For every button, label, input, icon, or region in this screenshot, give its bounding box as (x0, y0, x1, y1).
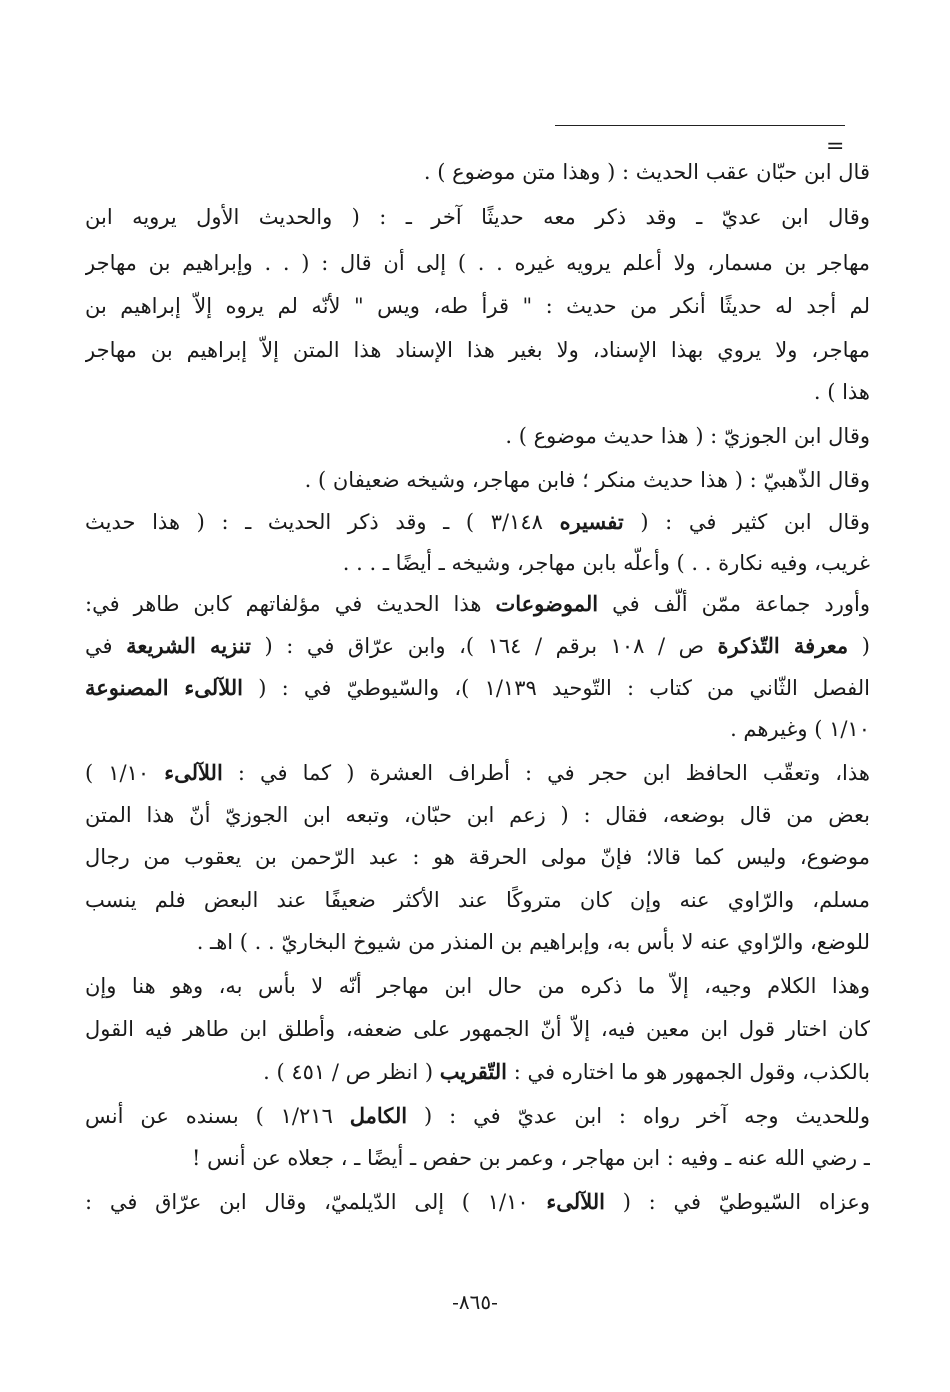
text-run: هذا، وتعقّب الحافظ ابن حجر في : أطراف العشرة ( كما في : (237, 761, 870, 785)
text-run: ( (861, 634, 870, 658)
bold-title: اللآلىء (546, 1189, 605, 1214)
text-run: الفصل الثّاني من كتاب : التّوحيد ١/١٣٩ )، والسّيوطيّ في : ( (258, 676, 870, 700)
text-run: وعزاه السّيوطيّ في : ( (622, 1190, 870, 1214)
text-line: وقال ابن الجوزيّ : ( هذا حديث موضوع ) . (505, 424, 870, 448)
text-line: بعض من قال بوضعه، فقال : ( زعم ابن حبّان، وتبعه ابن الجوزيّ أنّ هذا المتن (85, 803, 870, 827)
text-line: لم أجد له حديثًا أنكر من حديث : " قرأ طه، ويس " لأنّه لم يروه إلاّ إبراهيم بن (85, 294, 870, 318)
text-line: هذا ) . (813, 380, 870, 404)
text-run: ٣/١٤٨ ) ـ وقد ذكر الحديث ـ : ( هذا حديث (85, 510, 543, 534)
top-rule (555, 125, 845, 126)
text-line: مهاجر، ولا يروي بهذا الإسناد، ولا بغير هذا الإسناد هذا المتن إلاّ إبراهيم بن مهاجر (85, 338, 870, 362)
text-run: ص / ١٠٨ برقم / ١٦٤ )، وابن عرّاق في : ( (264, 634, 704, 658)
text-line: كان اختار قول ابن معين فيه، إلاّ أنّ الجمهور على ضعفه، وأطلق ابن طاهر فيه القول (85, 1017, 870, 1041)
text-line (85, 1096, 870, 1136)
text-line (85, 1052, 870, 1092)
text-line: مسلم، والرّاوي عنه وإن كان متروكًا عند الأكثر ضعيفًا عند البعض فلم ينسب (85, 888, 870, 912)
text-line: وقال الذّهبيّ : ( هذا حديث منكر ؛ فابن مهاجر، وشيخه ضعيفان ) . (304, 468, 870, 492)
text-run: وقال ابن كثير في : ( (640, 510, 870, 534)
text-run: هذا الحديث في مؤلفاتهم كابن طاهر في: (85, 592, 482, 616)
bold-title: اللآلىء (164, 760, 223, 785)
text-line: غريب، وفيه نكارة . . ) وأعلّه بابن مهاجر، وشيخه ـ أيضًا ـ . . . (342, 551, 870, 575)
text-line (85, 1182, 870, 1222)
text-line (85, 584, 870, 624)
text-line: موضوع، وليس كما قالا؛ فإنّ مولى الحرقة هو : عبد الرّحمن بن يعقوب من رجال (85, 845, 870, 869)
text-run: ١/١٠ ) (85, 761, 150, 785)
bold-title: الكامل (349, 1103, 408, 1128)
text-run: وللحديث وجه آخر رواه : ابن عديّ في : ( (424, 1104, 870, 1128)
text-run: وأورد جماعة ممّن ألّف في (612, 592, 870, 616)
text-line: ـ رضي الله عنه ـ وفيه : ابن مهاجر ، وعمر بن حفص ـ أيضًا ـ ، جعلاه عن أنس ! (191, 1146, 870, 1170)
bold-title: اللآلىء المصنوعة (85, 675, 243, 700)
text-line: وقال ابن عديّ ـ وقد ذكر معه حديثًا آخر ـ : ( والحديث الأول يرويه ابن (85, 205, 870, 229)
text-line: قال ابن حبّان عقب الحديث : ( وهذا متن موضوع ) . (423, 160, 870, 184)
page-number: -٨٦٥- (452, 1290, 498, 1314)
text-line (85, 753, 870, 793)
text-run: ١/١٠ ) إلى الدّيلميّ، وقال ابن عرّاق في : (85, 1190, 529, 1214)
text-line (85, 502, 870, 542)
bold-title: تنزيه الشريعة (126, 633, 251, 658)
text-run: ( انظر ص / ٤٥١ ) . (263, 1060, 434, 1084)
text-run: ١/٢١٦ ) بسنده عن أنس (85, 1104, 333, 1128)
text-line: مهاجر بن مسمار، ولا أعلم يرويه غيره . . ) إلى أن قال : ( . . وإبراهيم بن مهاجر (85, 251, 870, 275)
bold-title: معرفة التّذكرة (717, 633, 849, 658)
text-run: بالكذب، وقول الجمهور هو ما اختاره في : (513, 1060, 870, 1084)
text-line: ١/١٠ ) وغيرهم . (730, 717, 870, 741)
text-run: في (85, 634, 113, 658)
bold-title: التّقريب (439, 1059, 507, 1084)
text-line: وهذا الكلام وجيه، إلاّ ما ذكره من حال ابن مهاجر أنّه لا بأس به، وهو هنا وإن (85, 974, 870, 998)
bold-title: الموضوعات (495, 591, 599, 616)
continuation-mark: = (826, 134, 845, 159)
text-line: للوضع، والرّاوي عنه لا بأس به، وإبراهيم بن المنذر من شيوخ البخاريّ . . ) اهـ . (196, 930, 870, 954)
bold-title: تفسيره (559, 509, 624, 534)
text-line (85, 626, 870, 666)
text-line (85, 668, 870, 708)
